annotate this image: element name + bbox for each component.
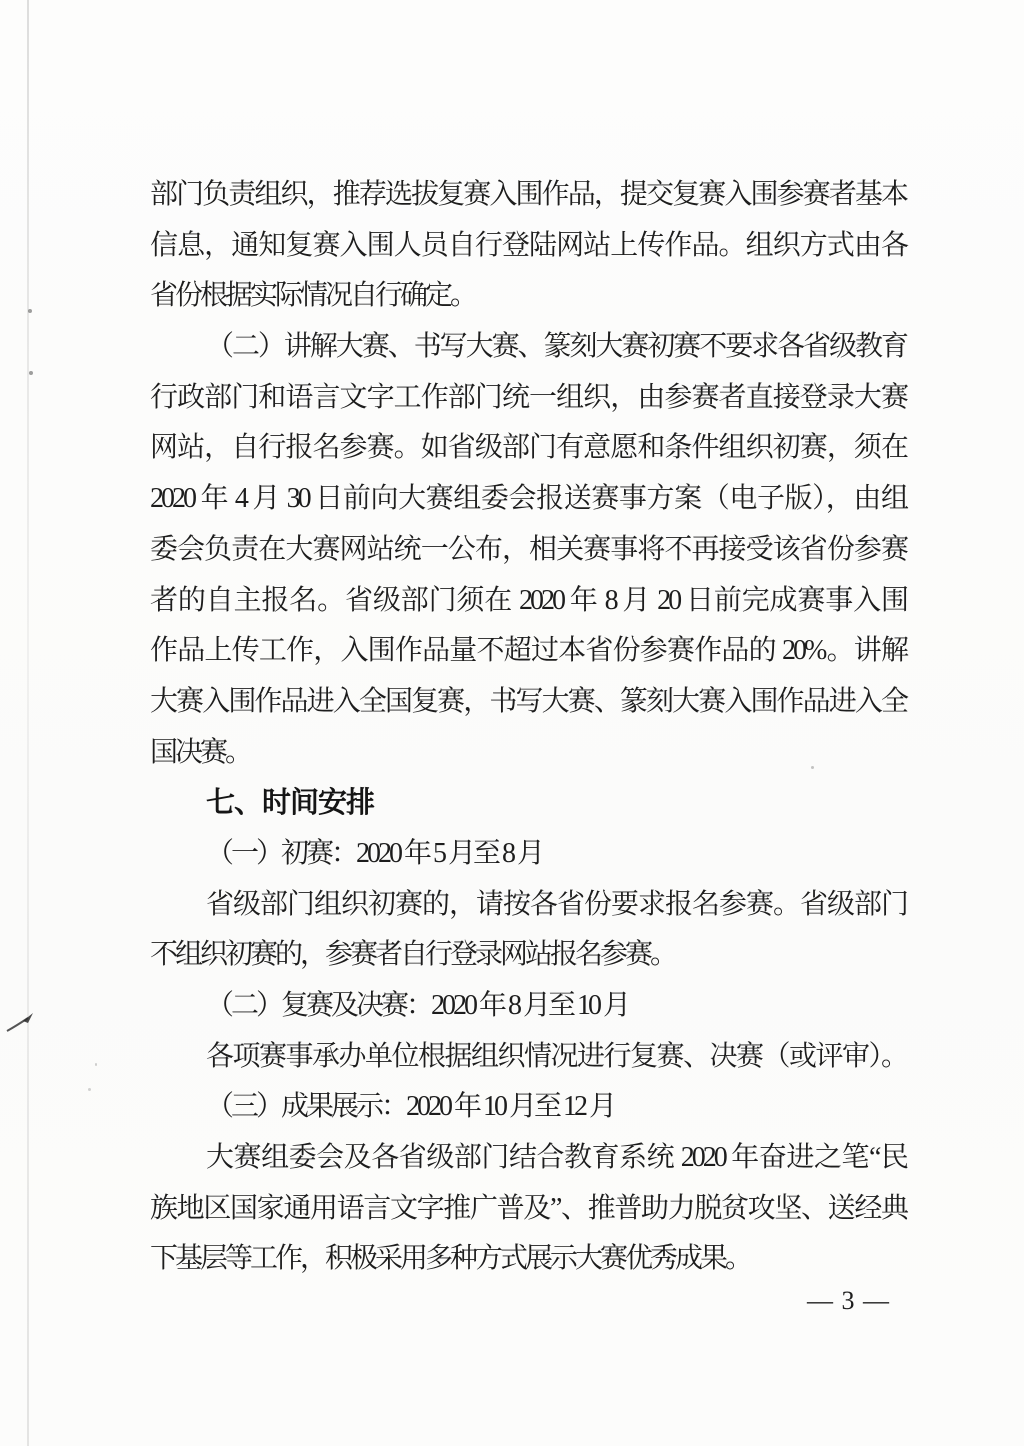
text-line: 作品上传工作，入围作品量不超过本省份参赛作品的 20%。讲解: [150, 635, 906, 667]
text-line: 省级部门组织初赛的，请按各省份要求报名参赛。省级部门: [206, 888, 906, 920]
text-line: 省份根据实际情况自行确定。: [150, 280, 476, 312]
text-line: （二）复赛及决赛：2020 年 8 月至 10 月: [206, 990, 629, 1021]
scan-speck: [95, 1063, 97, 1066]
page-number: — 3 —: [807, 1286, 890, 1315]
scan-speck: [28, 309, 32, 313]
text-line: （三）成果展示：2020 年 10 月至 12 月: [206, 1091, 615, 1123]
text-line: 族地区国家通用语言文字推广普及”、推普助力脱贫攻坚、送经典: [150, 1192, 906, 1224]
text-line: 各项赛事承办单位根据组织情况进行复赛、决赛（或评审）。: [206, 1040, 906, 1072]
text-line: 大赛入围作品进入全国复赛，书写大赛、篆刻大赛入围作品进入全: [150, 685, 906, 717]
section-heading-time-schedule: 七、时间安排: [206, 787, 375, 820]
text-line: 网站，自行报名参赛。如省级部门有意愿和条件组织初赛，须在: [150, 432, 906, 464]
text-line: 行政部门和语言文字工作部门统一组织，由参赛者直接登录大赛: [150, 381, 906, 413]
text-line: 下基层等工作，积极采用多种方式展示大赛优秀成果。: [150, 1243, 751, 1275]
scan-speck: [88, 1088, 91, 1091]
text-line: 国决赛。: [150, 736, 251, 768]
text-line: 部门负责组织，推荐选拔复赛入围作品，提交复赛入围参赛者基本: [150, 179, 906, 210]
page-body-text: [150, 170, 906, 1285]
pen-mark: [6, 1010, 38, 1036]
text-line: 2020 年 4 月 30 日前向大赛组委会报送赛事方案（电子版），由组: [150, 483, 906, 515]
scan-edge-line: [27, 0, 29, 1446]
text-line: 信息，通知复赛入围人员自行登陆网站上传作品。组织方式由各: [150, 229, 906, 261]
text-line: 大赛组委会及各省级部门结合教育系统 2020 年奋进之笔“民: [206, 1142, 906, 1174]
text-line: 委会负责在大赛网站统一公布，相关赛事将不再接受该省份参赛: [150, 533, 906, 565]
text-line: （二）讲解大赛、书写大赛、篆刻大赛初赛不要求各省级教育: [206, 331, 906, 363]
text-line: 者的自主报名。省级部门须在 2020 年 8 月 20 日前完成赛事入围: [150, 584, 906, 616]
text-line: 不组织初赛的，参赛者自行登录网站报名参赛。: [150, 939, 676, 971]
text-line: （一）初赛：2020 年 5 月至 8 月: [206, 837, 543, 869]
scan-speck: [29, 371, 33, 375]
